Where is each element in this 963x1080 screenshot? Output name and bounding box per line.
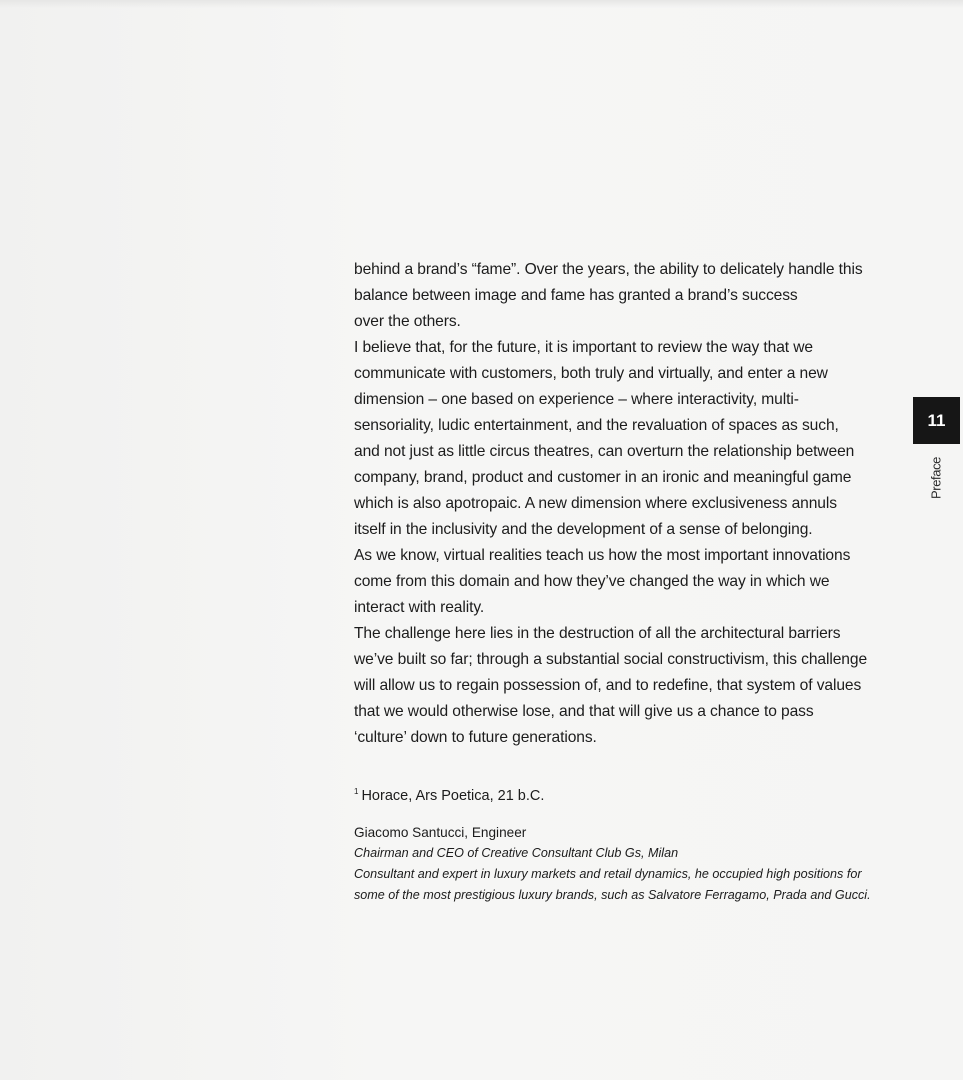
author-name: Giacomo Santucci, Engineer [354,825,527,840]
body-line: As we know, virtual realities teach us how the most important innovations [354,547,851,564]
body-line: balance between image and fame has granted a brand’s success [354,287,798,304]
body-line: that we would otherwise lose, and that will give us a chance to pass [354,703,814,720]
body-line: behind a brand’s “fame”. Over the years, the ability to delicately handle this [354,261,863,278]
author-bio-line: some of the most prestigious luxury brands, such as Salvatore Ferragamo, Prada and Gucci. [354,888,871,902]
body-line: The challenge here lies in the destruction of all the architectural barriers [354,625,841,642]
body-line: come from this domain and how they’ve changed the way in which we [354,573,830,590]
author-role: Chairman and CEO of Creative Consultant Club Gs, Milan [354,846,679,860]
page-number-tab: 11 [913,397,960,444]
body-line: communicate with customers, both truly and virtually, and enter a new [354,365,828,382]
body-line: ‘culture’ down to future generations. [354,729,597,746]
body-line: will allow us to regain possession of, and to redefine, that system of values [354,677,862,694]
body-line: company, brand, product and customer in an ironic and meaningful game [354,469,852,486]
body-line: interact with reality. [354,599,485,616]
body-line: dimension – one based on experience – where interactivity, multi- [354,391,799,408]
section-label: Preface [928,456,944,500]
body-line: itself in the inclusivity and the development of a sense of belonging. [354,521,813,538]
body-line: over the others. [354,313,461,330]
footnote-marker: 1 [354,787,359,796]
body-line: and not just as little circus theatres, can overturn the relationship between [354,443,855,460]
page-top-edge-shadow [0,0,963,8]
footnote-text: Horace, Ars Poetica, 21 b.C. [361,788,545,804]
body-text [354,257,914,751]
body-line: sensoriality, ludic entertainment, and the revaluation of spaces as such, [354,417,839,434]
author-bio-line: Consultant and expert in luxury markets and retail dynamics, he occupied high positions for [354,867,862,881]
body-line: I believe that, for the future, it is important to review the way that we [354,339,814,356]
author-block [354,822,914,906]
body-line: which is also apotropaic. A new dimension where exclusiveness annuls [354,495,837,512]
footnote [354,779,544,809]
body-line: we’ve built so far; through a substantial social constructivism, this challenge [354,651,868,668]
